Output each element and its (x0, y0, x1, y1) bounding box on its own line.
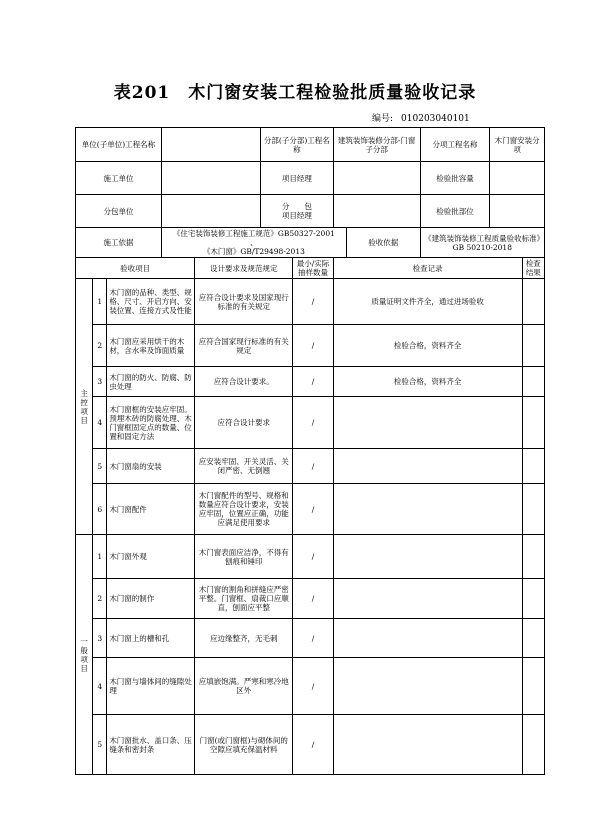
table-row (76, 619, 545, 658)
item-spec: 应填嵌饱满。严寒和寒冷地区外 (195, 658, 293, 715)
table-row (76, 279, 545, 325)
item-result[interactable] (522, 619, 544, 658)
table-row (76, 658, 545, 715)
item-record[interactable] (333, 619, 522, 658)
item-spec: 木门窗表面应洁净，不得有刨痕和锤印 (195, 535, 293, 579)
item-no: 1 (93, 279, 107, 325)
item-name: 木门窗批水、盖口条、压缝条和密封条 (107, 715, 195, 775)
general-section-label (76, 535, 93, 775)
item-result[interactable] (522, 535, 544, 579)
item-result[interactable] (522, 715, 544, 775)
item-spec: 应符合设计要求及国家现行标准的有关规定 (195, 279, 293, 325)
item-name: 木门窗的制作 (107, 579, 195, 619)
table-row (76, 449, 545, 484)
item-no: 3 (93, 619, 107, 658)
unit-value[interactable] (161, 128, 260, 162)
item-record[interactable] (333, 535, 522, 579)
capacity-value[interactable] (490, 162, 545, 195)
item-spec: 应符合设计要求 (195, 397, 293, 449)
constructor-label: 施工单位 (76, 162, 162, 195)
item-record[interactable] (333, 397, 522, 449)
item-sample[interactable]: / (293, 619, 333, 658)
item-sample[interactable]: / (293, 715, 333, 775)
item-no: 5 (93, 715, 107, 775)
pm-value[interactable] (333, 162, 420, 195)
item-result[interactable] (522, 579, 544, 619)
item-sample[interactable]: / (293, 367, 333, 397)
col-item: 验收项目 (76, 258, 195, 279)
constructor-value[interactable] (161, 162, 260, 195)
main-section-label (76, 279, 93, 535)
item-record[interactable] (333, 715, 522, 775)
table-row (76, 484, 545, 535)
item-sample[interactable]: / (293, 658, 333, 715)
item-no: 3 (93, 367, 107, 397)
item-name: 木门窗外观 (107, 535, 195, 579)
item-result[interactable] (522, 484, 544, 535)
item-name: 木门窗的防火、防腐、防虫处理 (107, 367, 195, 397)
item-result[interactable] (522, 367, 544, 397)
item-result[interactable] (522, 279, 544, 325)
item-spec: 木门窗配件的型号、规格和数量应符合设计要求，安装应牢固，位置应正确，功能应满足使用要求 (195, 484, 293, 535)
col-sample: 最小/实际抽样数量 (293, 258, 333, 279)
item-record[interactable] (333, 449, 522, 484)
item-record[interactable]: 质量证明文件齐全，通过进场验收 (333, 279, 522, 325)
item-no: 1 (93, 535, 107, 579)
main-section-text: 主 控 项 目 (80, 388, 88, 425)
table-row (76, 579, 545, 619)
item-no: 2 (93, 579, 107, 619)
item-name: 木门窗上的槽和孔 (107, 619, 195, 658)
item-sample[interactable]: / (293, 325, 333, 367)
pm-label: 项目经理 (260, 162, 333, 195)
col-result: 检查结果 (522, 258, 544, 279)
item-sample[interactable]: / (293, 579, 333, 619)
sub-pm-value[interactable] (333, 195, 420, 228)
item-record[interactable] (333, 484, 522, 535)
col-design: 设计要求及规范规定 (195, 258, 293, 279)
item-sample[interactable]: / (293, 397, 333, 449)
table-row (76, 367, 545, 397)
doc-number-value: 010203040101 (401, 114, 470, 124)
item-no: 2 (93, 325, 107, 367)
unit-label: 单位(子单位)工程名称 (76, 128, 162, 162)
division-label: 分部(子分部)工程名称 (260, 128, 333, 162)
item-sample[interactable]: / (293, 449, 333, 484)
item-spec: 应符合国家现行标准的有关规定 (195, 325, 293, 367)
page-title: 表201 木门窗安装工程检验批质量验收记录 (113, 83, 477, 103)
table-row (76, 715, 545, 775)
part-label: 检验批部位 (420, 195, 490, 228)
inspection-table (75, 127, 545, 775)
item-no: 6 (93, 484, 107, 535)
item-record[interactable]: 检验合格，资料齐全 (333, 325, 522, 367)
item-sample[interactable]: / (293, 535, 333, 579)
basis-label: 施工依据 (76, 228, 162, 258)
item-result[interactable] (522, 397, 544, 449)
sub-pm-label: 分 包 项目经理 (260, 195, 333, 228)
accept-label: 验收依据 (346, 228, 420, 258)
item-record[interactable] (333, 658, 522, 715)
item-record[interactable] (333, 579, 522, 619)
sub-label: 分包单位 (76, 195, 162, 228)
item-spec: 应边缘整齐，无毛刺 (195, 619, 293, 658)
general-section-text: 一 般 项 目 (80, 636, 88, 673)
division-value[interactable]: 建筑装饰装修分部-门窗子分部 (333, 128, 420, 162)
item-name: 木门窗应采用烘干的木材，含水率及饰面质量 (107, 325, 195, 367)
table-row (76, 535, 545, 579)
accept-value[interactable]: 《建筑装饰装修工程质量验收标准》GB 50210-2018 (420, 228, 544, 258)
subitem-value[interactable]: 木门窗安装分项 (490, 128, 545, 162)
item-no: 5 (93, 449, 107, 484)
item-sample[interactable]: / (293, 484, 333, 535)
sub-value[interactable] (161, 195, 260, 228)
item-result[interactable] (522, 325, 544, 367)
item-spec: 应符合设计要求。 (195, 367, 293, 397)
item-name: 木门窗扇的安装 (107, 449, 195, 484)
capacity-label: 检验批容量 (420, 162, 490, 195)
item-no: 4 (93, 397, 107, 449)
item-no: 4 (93, 658, 107, 715)
subitem-label: 分项工程名称 (420, 128, 490, 162)
doc-number (364, 111, 470, 124)
basis-value[interactable]: 《住宅装饰装修工程施工规范》GB50327-2001 、 《木门窗》GB/T29498-2013 (161, 228, 346, 258)
item-spec: 木门窗的割角和拼缝应严密平整。门窗框、扇裁口应顺直，刨面应平整 (195, 579, 293, 619)
item-name: 木门窗框的安装应牢固。预埋木砖的防腐处理、木门窗框固定点的数量、位置和固定方法 (107, 397, 195, 449)
item-name: 木门窗与墙体间的缝隙处理 (107, 658, 195, 715)
item-name: 木门窗的品种、类型、规格、尺寸、开启方向、安装位置、连接方式及性能 (107, 279, 195, 325)
table-row (76, 325, 545, 367)
item-sample[interactable]: / (293, 279, 333, 325)
part-value[interactable] (490, 195, 545, 228)
item-name: 木门窗配件 (107, 484, 195, 535)
table-row (76, 397, 545, 449)
item-result[interactable] (522, 449, 544, 484)
col-record: 检查记录 (333, 258, 522, 279)
item-record[interactable]: 检验合格，资料齐全 (333, 367, 522, 397)
item-spec: 应安装牢固、开关灵活、关闭严密、无倒翘 (195, 449, 293, 484)
doc-number-label: 编号: (372, 114, 394, 124)
item-result[interactable] (522, 658, 544, 715)
item-spec: 门窗(或门窗框)与砌体间的空隙应填充保温材料 (195, 715, 293, 775)
